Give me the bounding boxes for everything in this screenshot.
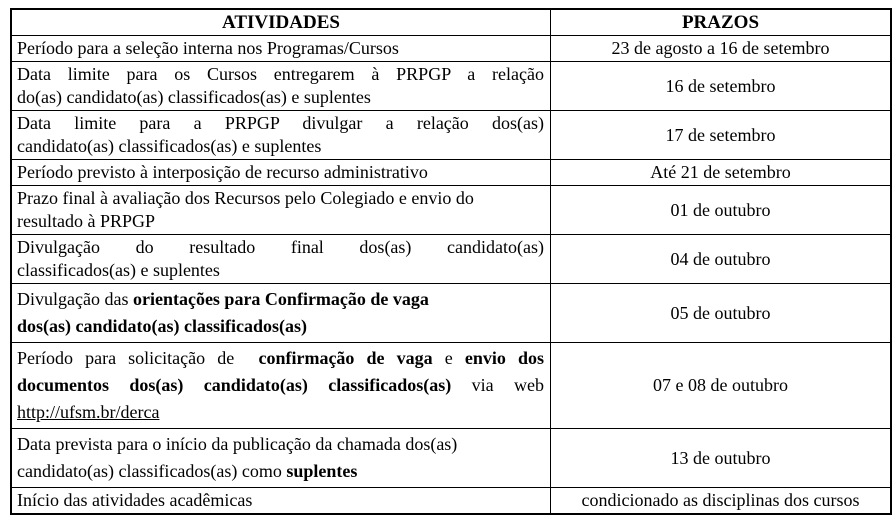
table-row [11, 284, 891, 343]
activity-text-segment: candidato(as) classificados(as) como [17, 461, 287, 481]
deadline-cell: 17 de setembro [551, 111, 892, 160]
activity-text-segment: Período para a seleção interna nos Programas/Cursos [17, 38, 399, 58]
deadline-cell: 04 de outubro [551, 235, 892, 284]
header-row [11, 9, 891, 36]
activity-line [17, 399, 544, 426]
activity-text-segment: dos(as) candidato(as) classificados(as) [17, 316, 308, 336]
activity-line [17, 210, 544, 233]
table-row [11, 235, 891, 284]
activity-cell [11, 62, 551, 111]
activity-text-segment: Data limite para os Cursos entregarem à PRPGP a relação [17, 64, 544, 84]
activity-line [17, 112, 544, 135]
activity-line [17, 372, 544, 399]
activity-cell [11, 429, 551, 488]
activity-line [17, 161, 544, 184]
activity-line [17, 63, 544, 86]
activity-cell [11, 284, 551, 343]
activity-line [17, 313, 544, 340]
activity-text-segment: Data prevista para o início da publicação da chamada dos(as) [17, 434, 458, 454]
schedule-table-header [11, 9, 891, 36]
activity-line [17, 345, 544, 372]
activity-line [17, 458, 544, 485]
activity-line [17, 431, 544, 458]
table-row [11, 429, 891, 488]
activity-cell [11, 36, 551, 62]
activity-cell [11, 235, 551, 284]
activity-text-segment: via web [451, 375, 544, 395]
activity-text-segment: envio dos [464, 348, 544, 368]
deadline-cell: Até 21 de setembro [551, 160, 892, 186]
table-row [11, 111, 891, 160]
activity-text-segment: do(as) candidato(as) classificados(as) e suplentes [17, 87, 371, 107]
activity-line [17, 86, 544, 109]
table-row [11, 62, 891, 111]
activity-text-segment: Divulgação das [17, 289, 133, 309]
activity-line [17, 135, 544, 158]
table-row [11, 343, 891, 429]
deadline-cell: 23 de agosto a 16 de setembro [551, 36, 892, 62]
column-header-atividades: ATIVIDADES [11, 9, 551, 36]
activity-text-segment: confirmação de vaga [258, 348, 433, 368]
table-row [11, 160, 891, 186]
activity-text-segment: orientações para Confirmação de vaga [132, 289, 429, 309]
activity-text-segment: classificados(as) e suplentes [17, 260, 220, 280]
table-row [11, 186, 891, 235]
activity-text-segment: candidato(as) classificados(as) e suplentes [17, 136, 322, 156]
activity-text-segment: suplentes [286, 461, 358, 481]
activity-line [17, 259, 544, 282]
deadline-cell: 01 de outubro [551, 186, 892, 235]
activity-cell [11, 488, 551, 515]
activity-text-segment: e [432, 348, 465, 368]
activity-text-segment: Divulgação do resultado final dos(as) candidato(as) [17, 237, 544, 257]
activity-text-segment: Início das atividades acadêmicas [17, 490, 253, 510]
table-row [11, 488, 891, 515]
activity-text-segment: documentos dos(as) candidato(as) classificados(as) [17, 375, 452, 395]
deadline-cell: 05 de outubro [551, 284, 892, 343]
activity-cell [11, 111, 551, 160]
column-header-prazos: PRAZOS [551, 9, 892, 36]
activity-text-segment: Período para solicitação de [17, 348, 259, 368]
activity-line [17, 489, 544, 512]
deadline-cell: 07 e 08 de outubro [551, 343, 892, 429]
activity-line [17, 236, 544, 259]
activity-line [17, 37, 544, 60]
deadline-cell: 16 de setembro [551, 62, 892, 111]
ufsm-derca-link[interactable]: http://ufsm.br/derca [17, 402, 160, 422]
activity-text-segment: Prazo final à avaliação dos Recursos pelo Colegiado e envio do [17, 188, 474, 208]
schedule-table [10, 8, 892, 515]
activity-line [17, 286, 544, 313]
schedule-table-body [11, 36, 891, 515]
activity-text-segment: Data limite para a PRPGP divulgar a relação dos(as) [17, 113, 544, 133]
activity-line [17, 187, 544, 210]
activity-cell [11, 186, 551, 235]
activity-cell [11, 343, 551, 429]
activity-text-segment: resultado à PRPGP [17, 211, 156, 231]
deadline-cell: 13 de outubro [551, 429, 892, 488]
table-row [11, 36, 891, 62]
deadline-cell: condicionado as disciplinas dos cursos [551, 488, 892, 515]
activity-text-segment: Período previsto à interposição de recurso administrativo [17, 162, 428, 182]
activity-cell [11, 160, 551, 186]
